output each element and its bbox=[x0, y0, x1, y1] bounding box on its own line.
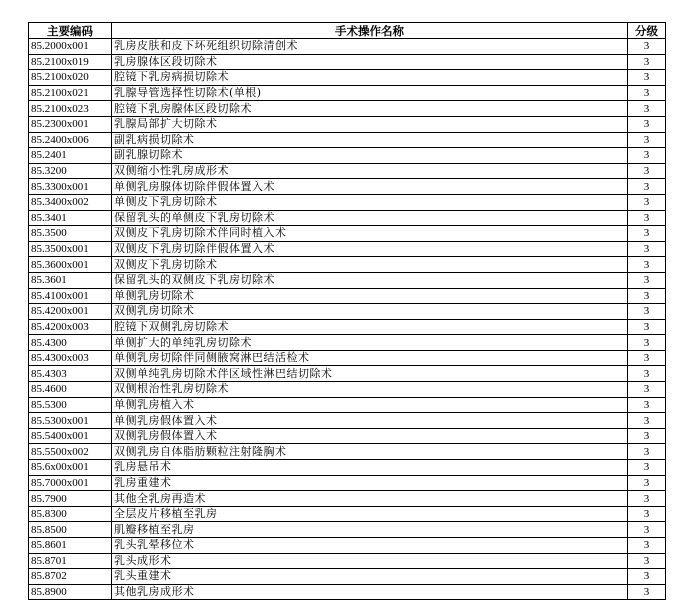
cell-name: 乳头乳晕移位术 bbox=[112, 538, 628, 554]
cell-code: 85.3200 bbox=[29, 163, 112, 179]
table-row bbox=[29, 132, 666, 148]
cell-level: 3 bbox=[628, 288, 666, 304]
cell-code: 85.6x00x001 bbox=[29, 460, 112, 476]
cell-level: 3 bbox=[628, 569, 666, 585]
cell-level: 3 bbox=[628, 210, 666, 226]
cell-level: 3 bbox=[628, 460, 666, 476]
cell-code: 85.2100x020 bbox=[29, 70, 112, 86]
cell-level: 3 bbox=[628, 475, 666, 491]
cell-level: 3 bbox=[628, 491, 666, 507]
cell-name: 其他乳房成形术 bbox=[112, 584, 628, 600]
table-row bbox=[29, 241, 666, 257]
table-row bbox=[29, 553, 666, 569]
cell-name: 保留乳头的双侧皮下乳房切除术 bbox=[112, 272, 628, 288]
cell-code: 85.2100x021 bbox=[29, 85, 112, 101]
table-row bbox=[29, 288, 666, 304]
cell-name: 单侧乳房切除术 bbox=[112, 288, 628, 304]
cell-name: 双侧皮下乳房切除术伴同时植入术 bbox=[112, 226, 628, 242]
cell-level: 3 bbox=[628, 70, 666, 86]
cell-code: 85.8702 bbox=[29, 569, 112, 585]
cell-name: 腔镜下双侧乳房切除术 bbox=[112, 319, 628, 335]
cell-level: 3 bbox=[628, 538, 666, 554]
cell-level: 3 bbox=[628, 444, 666, 460]
table-body bbox=[29, 39, 666, 600]
cell-level: 3 bbox=[628, 148, 666, 164]
procedure-table-sheet bbox=[28, 22, 666, 600]
cell-level: 3 bbox=[628, 241, 666, 257]
table-row bbox=[29, 475, 666, 491]
cell-code: 85.4600 bbox=[29, 382, 112, 398]
cell-code: 85.2100x023 bbox=[29, 101, 112, 117]
cell-level: 3 bbox=[628, 39, 666, 55]
cell-name: 其他全乳房再造术 bbox=[112, 491, 628, 507]
cell-level: 3 bbox=[628, 85, 666, 101]
cell-name: 副乳腺切除术 bbox=[112, 148, 628, 164]
table-row bbox=[29, 39, 666, 55]
table-row bbox=[29, 210, 666, 226]
cell-name: 双侧乳房切除术 bbox=[112, 304, 628, 320]
table-row bbox=[29, 350, 666, 366]
cell-level: 3 bbox=[628, 101, 666, 117]
table-row bbox=[29, 101, 666, 117]
cell-level: 3 bbox=[628, 553, 666, 569]
table-row bbox=[29, 257, 666, 273]
cell-level: 3 bbox=[628, 163, 666, 179]
cell-name: 乳腺导管选择性切除术(单根) bbox=[112, 85, 628, 101]
cell-code: 85.2000x001 bbox=[29, 39, 112, 55]
cell-code: 85.4100x001 bbox=[29, 288, 112, 304]
cell-level: 3 bbox=[628, 335, 666, 351]
cell-code: 85.3300x001 bbox=[29, 179, 112, 195]
table-row bbox=[29, 319, 666, 335]
table-row bbox=[29, 163, 666, 179]
cell-name: 副乳病损切除术 bbox=[112, 132, 628, 148]
cell-code: 85.4303 bbox=[29, 366, 112, 382]
table-row bbox=[29, 54, 666, 70]
cell-level: 3 bbox=[628, 350, 666, 366]
cell-name: 乳房腺体区段切除术 bbox=[112, 54, 628, 70]
cell-level: 3 bbox=[628, 132, 666, 148]
cell-code: 85.3600x001 bbox=[29, 257, 112, 273]
cell-name: 腔镜下乳房病损切除术 bbox=[112, 70, 628, 86]
cell-name: 单侧乳房假体置入术 bbox=[112, 413, 628, 429]
cell-code: 85.5400x001 bbox=[29, 428, 112, 444]
cell-name: 双侧根治性乳房切除术 bbox=[112, 382, 628, 398]
table-row bbox=[29, 569, 666, 585]
cell-code: 85.3401 bbox=[29, 210, 112, 226]
cell-level: 3 bbox=[628, 319, 666, 335]
cell-code: 85.3601 bbox=[29, 272, 112, 288]
cell-code: 85.4200x001 bbox=[29, 304, 112, 320]
cell-code: 85.7000x001 bbox=[29, 475, 112, 491]
cell-code: 85.2100x019 bbox=[29, 54, 112, 70]
cell-code: 85.4300x003 bbox=[29, 350, 112, 366]
cell-name: 乳腺局部扩大切除术 bbox=[112, 116, 628, 132]
cell-code: 85.3400x002 bbox=[29, 194, 112, 210]
cell-name: 双侧缩小性乳房成形术 bbox=[112, 163, 628, 179]
cell-name: 双侧皮下乳房切除术 bbox=[112, 257, 628, 273]
table-row bbox=[29, 85, 666, 101]
header-code: 主要编码 bbox=[29, 23, 112, 39]
table-row bbox=[29, 335, 666, 351]
table-row bbox=[29, 304, 666, 320]
cell-level: 3 bbox=[628, 522, 666, 538]
cell-name: 单侧皮下乳房切除术 bbox=[112, 194, 628, 210]
table-row bbox=[29, 538, 666, 554]
table-row bbox=[29, 413, 666, 429]
cell-name: 单侧乳房腺体切除伴假体置入术 bbox=[112, 179, 628, 195]
cell-name: 乳头成形术 bbox=[112, 553, 628, 569]
table-row bbox=[29, 226, 666, 242]
procedure-table bbox=[28, 22, 666, 600]
cell-name: 单侧乳房切除伴同侧腋窝淋巴结活检术 bbox=[112, 350, 628, 366]
cell-name: 保留乳头的单侧皮下乳房切除术 bbox=[112, 210, 628, 226]
cell-level: 3 bbox=[628, 382, 666, 398]
cell-name: 腔镜下乳房腺体区段切除术 bbox=[112, 101, 628, 117]
cell-code: 85.3500x001 bbox=[29, 241, 112, 257]
cell-name: 乳房悬吊术 bbox=[112, 460, 628, 476]
cell-code: 85.5300 bbox=[29, 397, 112, 413]
cell-code: 85.7900 bbox=[29, 491, 112, 507]
cell-code: 85.3500 bbox=[29, 226, 112, 242]
cell-level: 3 bbox=[628, 272, 666, 288]
cell-name: 单侧乳房植入术 bbox=[112, 397, 628, 413]
cell-level: 3 bbox=[628, 194, 666, 210]
cell-name: 乳房皮肤和皮下坏死组织切除清创术 bbox=[112, 39, 628, 55]
cell-code: 85.2300x001 bbox=[29, 116, 112, 132]
table-row bbox=[29, 584, 666, 600]
cell-level: 3 bbox=[628, 226, 666, 242]
cell-code: 85.8701 bbox=[29, 553, 112, 569]
cell-name: 肌瓣移植至乳房 bbox=[112, 522, 628, 538]
table-row bbox=[29, 179, 666, 195]
table-row bbox=[29, 428, 666, 444]
header-level: 分级 bbox=[628, 23, 666, 39]
cell-level: 3 bbox=[628, 257, 666, 273]
cell-level: 3 bbox=[628, 413, 666, 429]
cell-name: 乳头重建术 bbox=[112, 569, 628, 585]
cell-name: 双侧皮下乳房切除伴假体置入术 bbox=[112, 241, 628, 257]
cell-code: 85.2401 bbox=[29, 148, 112, 164]
cell-code: 85.5300x001 bbox=[29, 413, 112, 429]
cell-name: 全层皮片移植至乳房 bbox=[112, 506, 628, 522]
cell-level: 3 bbox=[628, 54, 666, 70]
table-row bbox=[29, 522, 666, 538]
table-row bbox=[29, 194, 666, 210]
table-row bbox=[29, 366, 666, 382]
cell-code: 85.8300 bbox=[29, 506, 112, 522]
cell-code: 85.4200x003 bbox=[29, 319, 112, 335]
cell-level: 3 bbox=[628, 366, 666, 382]
cell-code: 85.4300 bbox=[29, 335, 112, 351]
cell-level: 3 bbox=[628, 584, 666, 600]
cell-code: 85.8601 bbox=[29, 538, 112, 554]
cell-code: 85.2400x006 bbox=[29, 132, 112, 148]
cell-level: 3 bbox=[628, 397, 666, 413]
table-row bbox=[29, 506, 666, 522]
table-row bbox=[29, 460, 666, 476]
table-row bbox=[29, 397, 666, 413]
table-row bbox=[29, 70, 666, 86]
table-header bbox=[29, 23, 666, 39]
table-row bbox=[29, 116, 666, 132]
cell-level: 3 bbox=[628, 428, 666, 444]
cell-name: 单侧扩大的单纯乳房切除术 bbox=[112, 335, 628, 351]
table-row bbox=[29, 272, 666, 288]
cell-code: 85.5500x002 bbox=[29, 444, 112, 460]
table-row bbox=[29, 382, 666, 398]
header-row bbox=[29, 23, 666, 39]
table-row bbox=[29, 491, 666, 507]
cell-level: 3 bbox=[628, 304, 666, 320]
table-row bbox=[29, 444, 666, 460]
cell-level: 3 bbox=[628, 116, 666, 132]
cell-code: 85.8900 bbox=[29, 584, 112, 600]
cell-level: 3 bbox=[628, 506, 666, 522]
cell-name: 乳房重建术 bbox=[112, 475, 628, 491]
cell-name: 双侧单纯乳房切除术伴区域性淋巴结切除术 bbox=[112, 366, 628, 382]
cell-name: 双侧乳房假体置入术 bbox=[112, 428, 628, 444]
cell-code: 85.8500 bbox=[29, 522, 112, 538]
cell-level: 3 bbox=[628, 179, 666, 195]
header-name: 手术操作名称 bbox=[112, 23, 628, 39]
cell-name: 双侧乳房自体脂肪颗粒注射隆胸术 bbox=[112, 444, 628, 460]
table-row bbox=[29, 148, 666, 164]
